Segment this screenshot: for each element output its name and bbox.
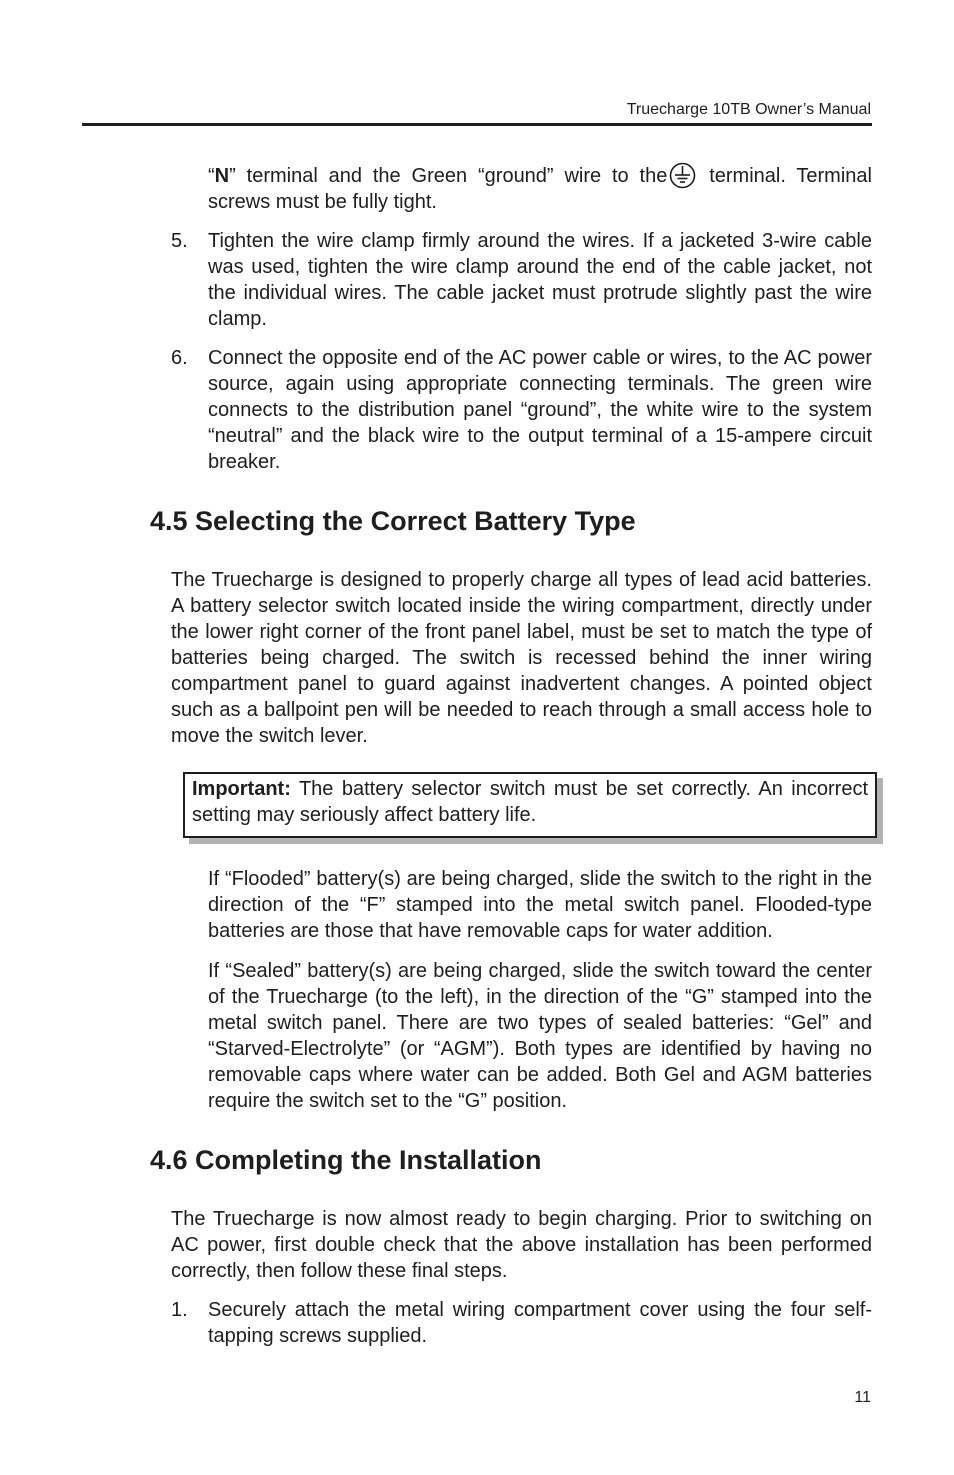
step-text: Connect the opposite end of the AC power cable or wires, to the AC power source, again using appropriate connecting terminals. The green wire connects to the distribution panel “ground”, the white wire to the system “neutral” and the black wire to the output terminal of a 15-ampere circuit breaker. (208, 347, 872, 473)
continued-text-after-icon: terminal. Terminal screws must be fully tight. (208, 165, 872, 213)
step-text: Securely attach the metal wiring compartment cover using the four self-tapping screws supplied. (208, 1299, 872, 1347)
section-4-6-intro: The Truecharge is now almost ready to begin charging. Prior to switching on AC power, first double check that the above installation has been performed correctly, then follow these final steps. (171, 1208, 872, 1282)
flooded-battery-paragraph: If “Flooded” battery(s) are being charged, slide the switch to the right in the direction of the “F” stamped into the metal switch panel. Flooded-type batteries are those that have removable caps for water addition. (208, 868, 872, 942)
page-number: 11 (854, 1389, 871, 1406)
running-header: Truecharge 10TB Owner’s Manual (626, 101, 871, 118)
continued-text-before-icon: ” terminal and the Green “ground” wire to the (229, 165, 668, 187)
important-message: The battery selector switch must be set correctly. An incorrect setting may seriously affect battery life. (192, 778, 868, 826)
important-callout-text (192, 776, 868, 828)
continued-step-text (208, 162, 872, 215)
header-rule (82, 123, 872, 126)
step-number: 6. (171, 347, 188, 369)
section-4-5-intro: The Truecharge is designed to properly charge all types of lead acid batteries. A battery selector switch located inside the wiring compartment, directly under the lower right corner of the front panel label, must be set to match the type of batteries being charged. The switch is recessed behind the inner wiring compartment panel to guard against inadvertent changes. A pointed object such as a ballpoint pen will be needed to reach through a small access hole to move the switch lever. (171, 569, 872, 747)
sealed-battery-paragraph: If “Sealed” battery(s) are being charged, slide the switch toward the center of the Truecharge (to the left), in the direction of the “G” stamped into the metal switch panel. There are two types of sealed batteries: “Gel” and “Starved-Electrolyte” (or “AGM”). Both types are identified by having no removable caps where water can be added. Both Gel and AGM batteries require the switch set to the “G” position. (208, 960, 872, 1112)
ground-symbol-icon (669, 162, 696, 189)
step-number: 1. (171, 1299, 188, 1321)
section-heading-4-6: 4.6 Completing the Installation (150, 1145, 542, 1175)
quote-open: “ (208, 165, 215, 187)
section-heading-4-5: 4.5 Selecting the Correct Battery Type (150, 506, 636, 536)
important-callout (183, 772, 877, 838)
important-label: Important: (192, 778, 291, 800)
terminal-n-label: N (214, 165, 230, 187)
step-number: 5. (171, 230, 188, 252)
step-text: Tighten the wire clamp firmly around the wires. If a jacketed 3-wire cable was used, tighten the wire clamp around the end of the cable jacket, not the individual wires. The cable jacket must protrude slightly past the wire clamp. (208, 230, 872, 330)
